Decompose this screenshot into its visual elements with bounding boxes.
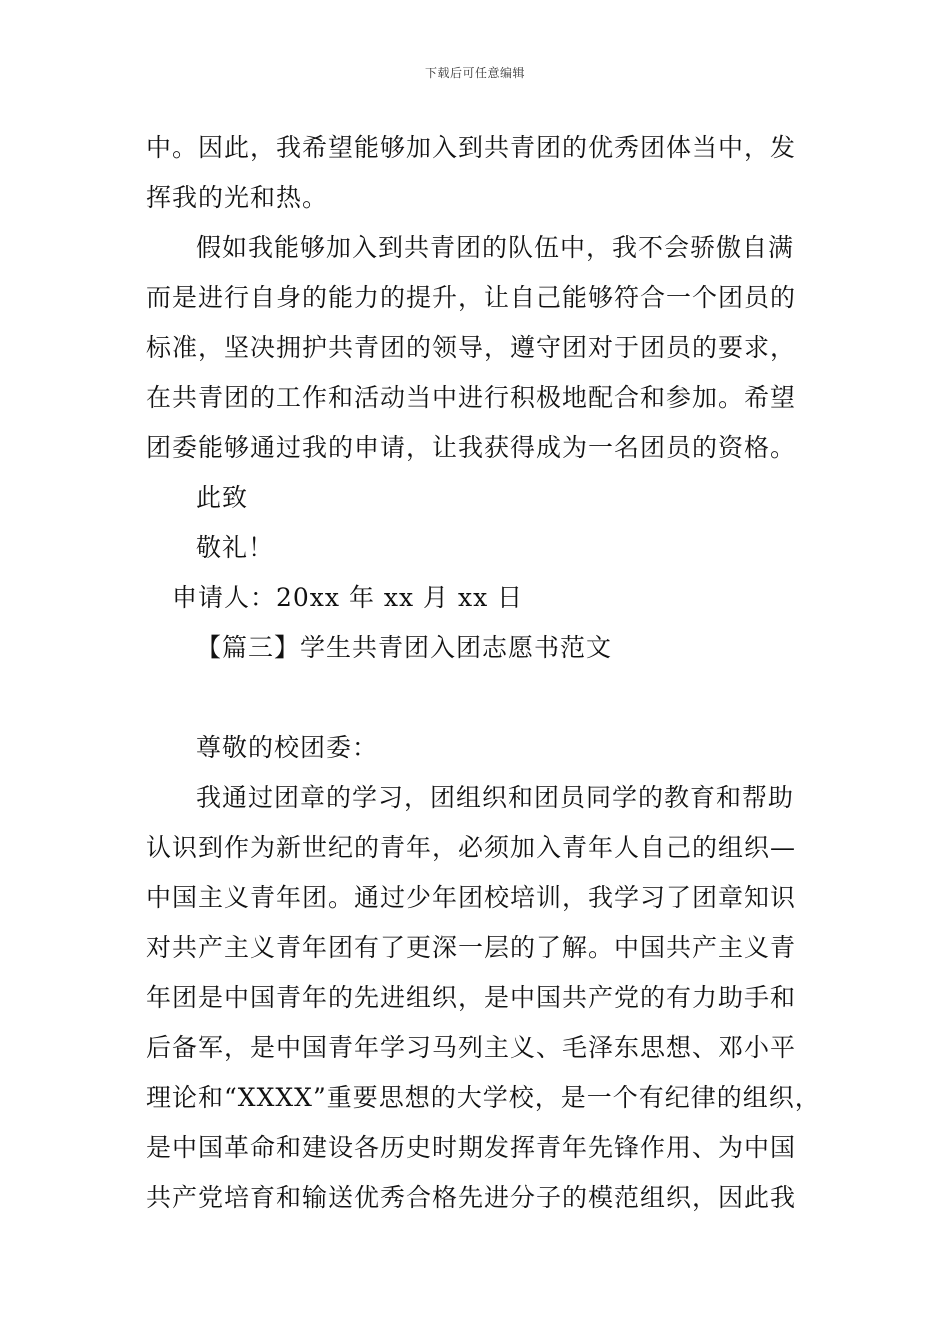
body-line: 对共产主义青年团有了更深一层的了解。中国共产主义青 [146, 933, 797, 962]
body-line: 后备军，是中国青年学习马列主义、毛泽东思想、邓小平 [146, 1033, 797, 1062]
body-line: 在共青团的工作和活动当中进行积极地配合和参加。希望 [146, 383, 797, 412]
body-line: 认识到作为新世纪的青年，必须加入青年人自己的组织— [146, 833, 797, 862]
body-line: 理论和“XXXX”重要思想的大学校，是一个有纪律的组织， [146, 1083, 821, 1112]
body-line: 年团是中国青年的先进组织，是中国共产党的有力助手和 [146, 983, 797, 1012]
body-line: 标准，坚决拥护共青团的领导，遵守团对于团员的要求， [146, 333, 797, 362]
body-line: 共产党培育和输送优秀合格先进分子的模范组织，因此我 [146, 1183, 797, 1212]
applicant-date-line: 申请人：20xx 年 xx 月 xx 日 [172, 583, 524, 612]
closing-salutation: 此致 [196, 483, 249, 512]
closing-regards: 敬礼！ [196, 533, 275, 562]
body-line: 团委能够通过我的申请，让我获得成为一名团员的资格。 [146, 433, 797, 462]
paragraph-first-line: 假如我能够加入到共青团的队伍中，我不会骄傲自满 [196, 233, 795, 262]
body-line: 中国主义青年团。通过少年团校培训，我学习了团章知识 [146, 883, 797, 912]
section-heading: 【篇三】学生共青团入团志愿书范文 [196, 633, 613, 662]
body-line: 是中国革命和建设各历史时期发挥青年先锋作用、为中国 [146, 1133, 797, 1162]
page-header: 下载后可任意编辑 [424, 66, 525, 80]
body-line: 中。因此，我希望能够加入到共青团的优秀团体当中，发 [146, 133, 797, 162]
body-line: 而是进行自身的能力的提升，让自己能够符合一个团员的 [146, 283, 797, 312]
body-line: 挥我的光和热。 [146, 183, 329, 212]
paragraph-first-line: 我通过团章的学习，团组织和团员同学的教育和帮助 [196, 783, 795, 812]
letter-greeting: 尊敬的校团委： [196, 733, 379, 762]
